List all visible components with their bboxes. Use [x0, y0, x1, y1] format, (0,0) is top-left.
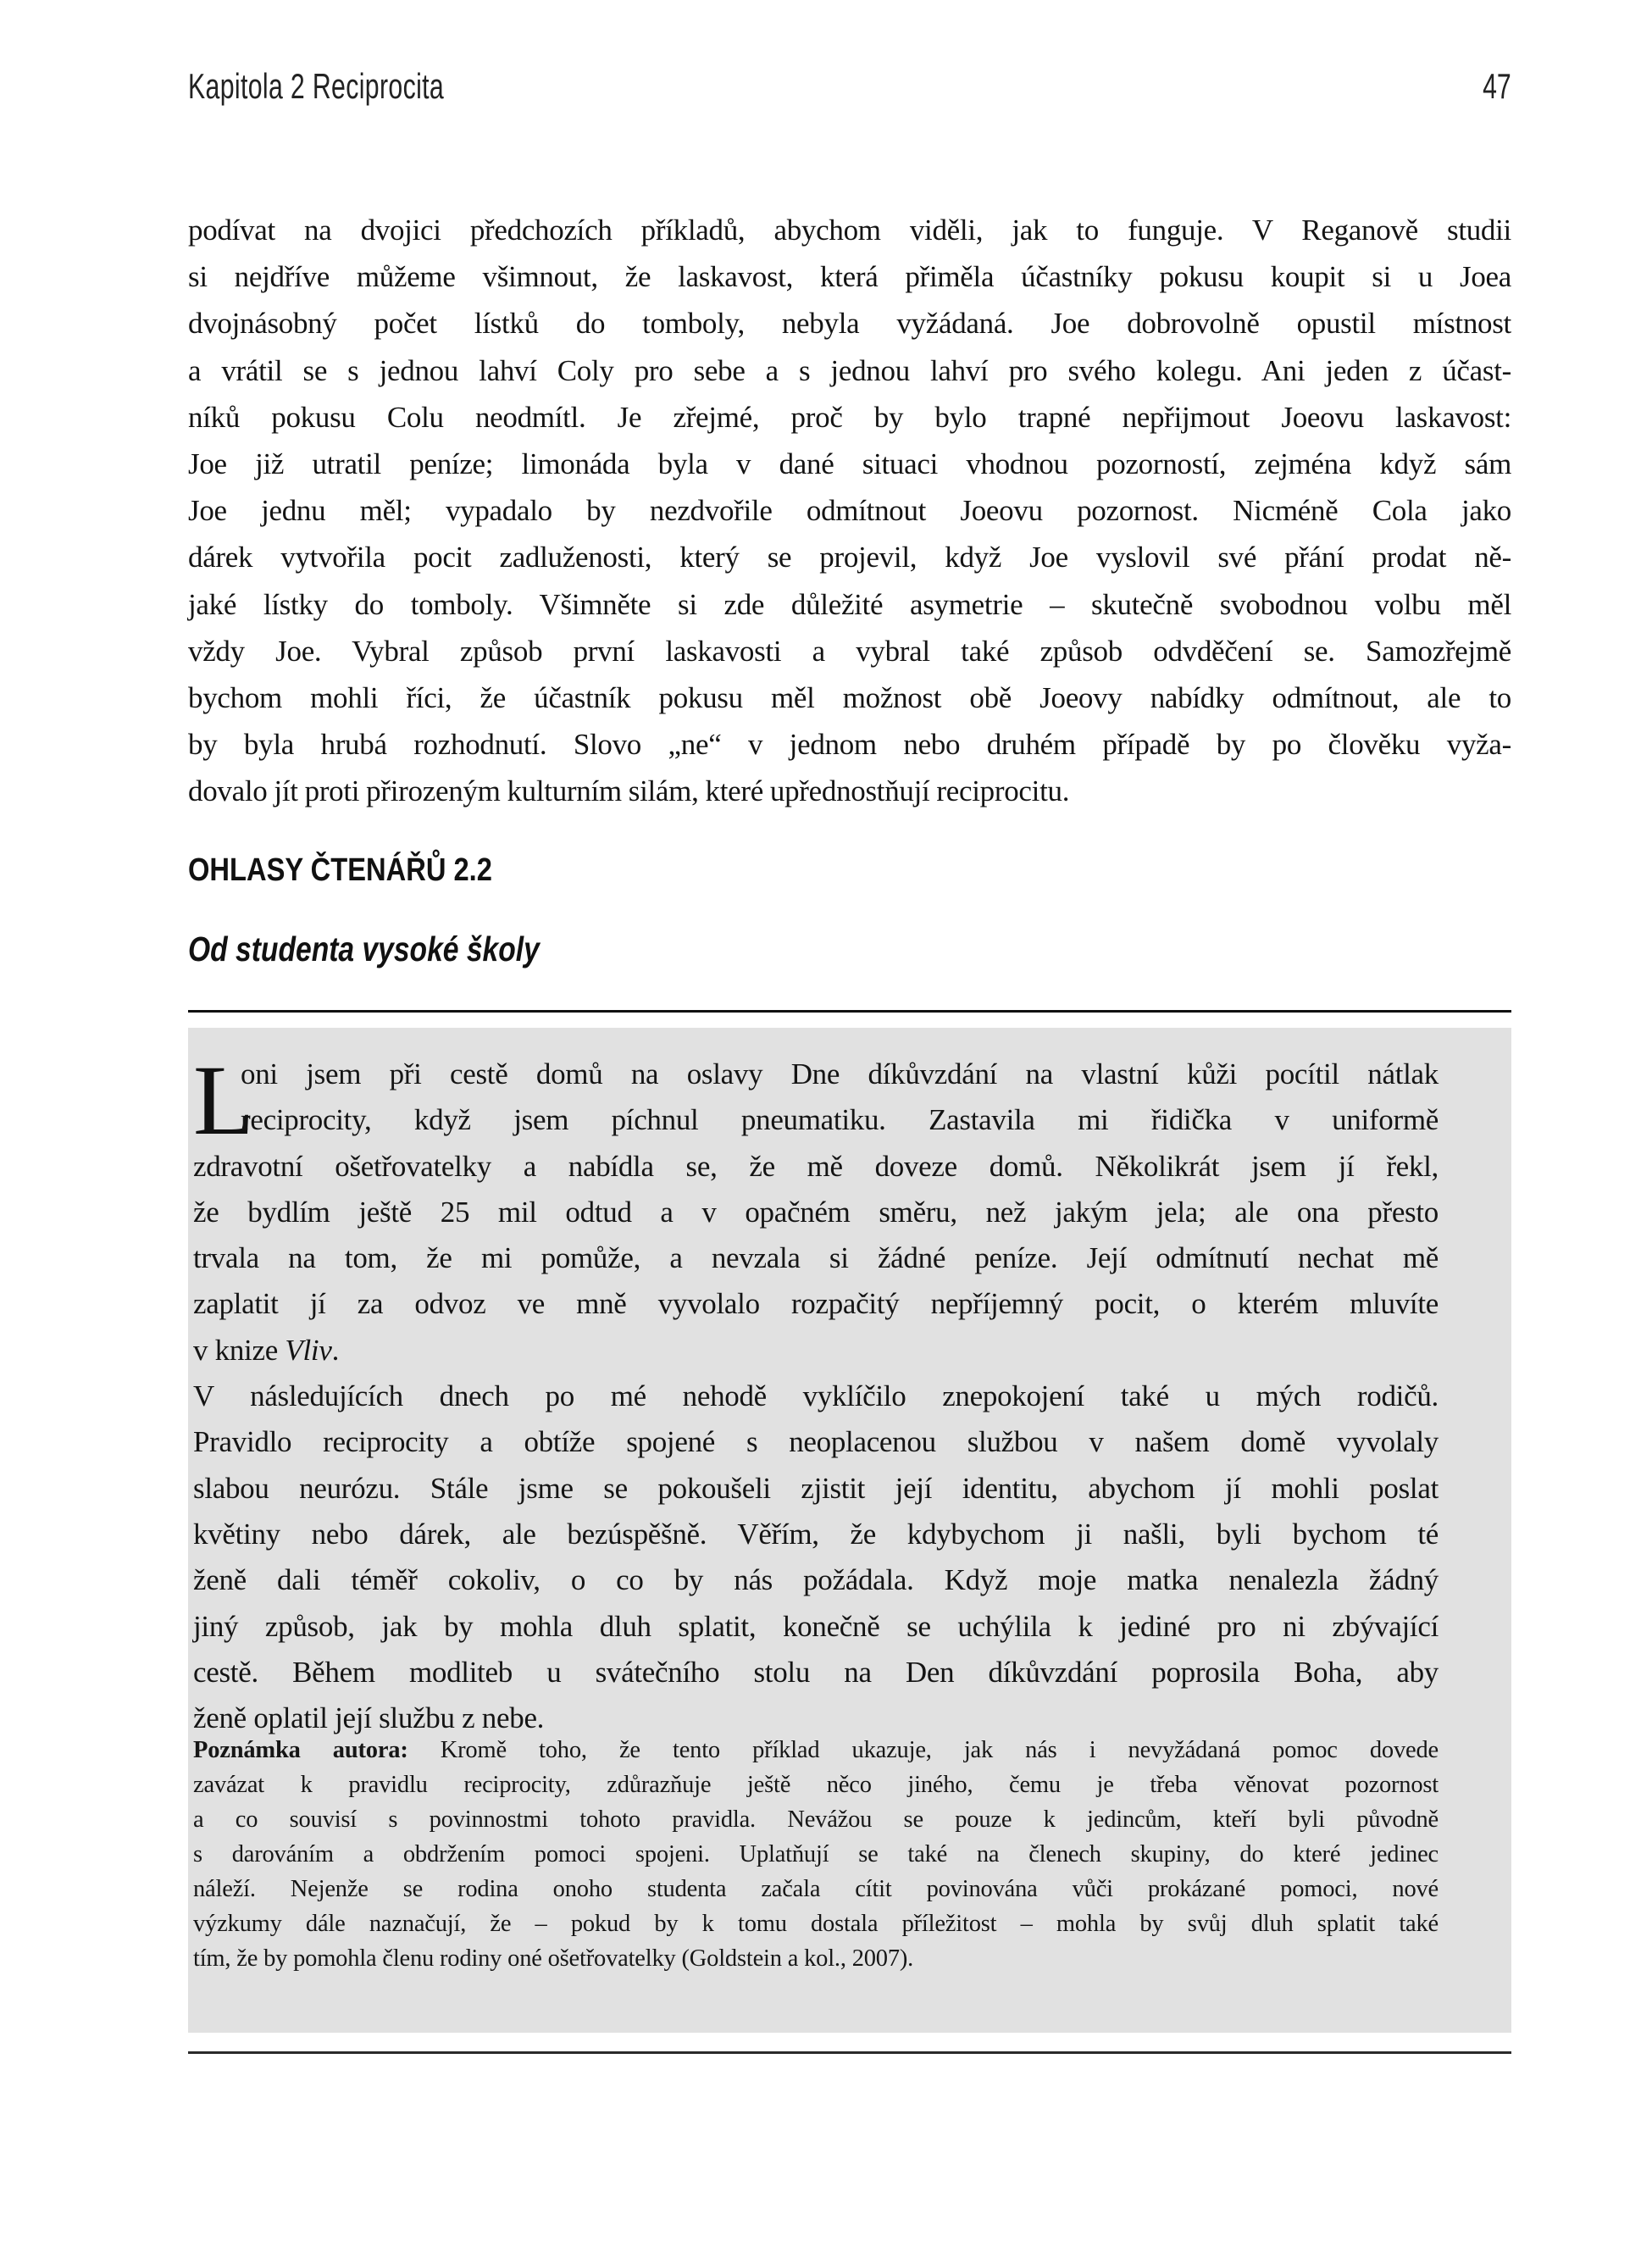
note-line: [193, 1733, 1439, 1767]
chapter-title: Kapitola 2 Reciprocita: [188, 66, 445, 106]
story-line: oni jsem při cestě domů na oslavy Dne díkůvzdání na vlastní kůži pocítil nátlak: [241, 1057, 1439, 1090]
note-line: zavázat k pravidlu reciprocity, zdůrazňuje ještě něco jiného, čemu je třeba věnovat pozornost: [193, 1772, 1439, 1798]
note-text: Kromě toho, že tento příklad ukazuje, jak nás i nevyžádaná pomoc dovede: [407, 1737, 1439, 1763]
note-line: tím, že by pomohla členu rodiny oné ošetřovatelky (Goldstein a kol., 2007).: [193, 1945, 914, 1972]
story-line: jiný způsob, jak by mohla dluh splatit, konečně se uchýlila k jediné pro ni zbývající: [193, 1609, 1439, 1643]
body-line: dovalo jít proti přirozeným kulturním silám, které upřednostňují reciprocitu.: [188, 774, 1070, 808]
body-line: vždy Joe. Vybral způsob první laskavosti a vybral také způsob odvděčení se. Samozřejmě: [188, 634, 1511, 668]
story-line: Pravidlo reciprocity a obtíže spojené s neoplacenou službou v našem domě vyvolaly: [193, 1425, 1439, 1459]
story-text: .: [331, 1333, 340, 1367]
body-line: by byla hrubá rozhodnutí. Slovo „ne“ v jednom nebo druhém případě by po člověku vyža-: [188, 728, 1511, 762]
page-number: 47: [1483, 66, 1511, 106]
running-head: [188, 66, 1511, 117]
body-line: dvojnásobný počet lístků do tomboly, nebyla vyžádaná. Joe dobrovolně opustil místnost: [188, 307, 1511, 341]
story-text: v knize: [193, 1333, 285, 1367]
body-line: Joe jednu měl; vypadalo by nezdvořile odmítnout Joeovu pozornost. Nicméně Cola jako: [188, 494, 1511, 528]
section-heading: OHLASY ČTENÁŘŮ 2.2: [188, 852, 492, 888]
story-line: ženě oplatil její službu z nebe.: [193, 1701, 545, 1735]
body-line: bychom mohli říci, že účastník pokusu měl možnost obě Joeovy nabídky odmítnout, ale to: [188, 680, 1511, 714]
bottom-divider: [188, 2051, 1511, 2054]
story-line: zaplatit jí za odvoz ve mně vyvolalo rozpačitý nepříjemný pocit, o kterém mluvíte: [193, 1287, 1439, 1321]
story-line: trvala na tom, že mi pomůže, a nevzala si žádné peníze. Její odmítnutí nechat mě: [193, 1241, 1439, 1275]
story-line: cestě. Během modliteb u svátečního stolu na Den díkůvzdání poprosila Boha, aby: [193, 1655, 1439, 1689]
story-line: že bydlím ještě 25 mil odtud a v opačném směru, než jakým jela; ale ona přesto: [193, 1195, 1439, 1229]
story-line: zdravotní ošetřovatelky a nabídla se, že mě doveze domů. Několikrát jsem jí řekl,: [193, 1149, 1439, 1183]
note-line: a co souvisí s povinnostmi tohoto pravidla. Nevážou se pouze k jedincům, kteří byli původně: [193, 1806, 1439, 1833]
book-title: Vliv: [285, 1333, 332, 1367]
story-line: ženě dali téměř cokoliv, o co by nás požádala. Když moje matka nenalezla žádný: [193, 1563, 1439, 1597]
story-line: reciprocity, když jsem píchnul pneumatiku. Zastavila mi řidička v uniformě: [241, 1103, 1439, 1137]
story-line: [193, 1328, 1439, 1373]
body-line: dárek vytvořila pocit zadluženosti, který se projevil, když Joe vyslovil své přání prodat ně-: [188, 541, 1511, 574]
story-line: květiny nebo dárek, ale bezúspěšně. Věřím, že kdybychom ji našli, byli bychom té: [193, 1517, 1439, 1551]
top-divider: [188, 1010, 1511, 1013]
section-subtitle: Od studenta vysoké školy: [188, 930, 540, 968]
body-line: Joe již utratil peníze; limonáda byla v dané situaci vhodnou pozorností, zejména když sám: [188, 447, 1511, 480]
note-label: Poznámka autora:: [193, 1737, 408, 1763]
reader-story: [193, 1045, 1439, 1741]
body-line: si nejdříve můžeme všimnout, že laskavost, která přiměla účastníky pokusu koupit si u Joea: [188, 260, 1511, 294]
story-line: V následujících dnech po mé nehodě vyklíčilo znepokojení také u mých rodičů.: [193, 1379, 1439, 1413]
note-line: náleží. Nejenže se rodina onoho studenta začala cítit povinována vůči prokázané pomoci, nové: [193, 1876, 1439, 1902]
body-line: níků pokusu Colu neodmítl. Je zřejmé, proč by bylo trapné nepřijmout Joeovu laskavost:: [188, 400, 1511, 434]
note-line: s darováním a obdržením pomoci spojeni. Uplatňují se také na členech skupiny, do které jedinec: [193, 1841, 1439, 1867]
body-paragraph: [188, 207, 1511, 814]
body-line: podívat na dvojici předchozích příkladů, abychom viděli, jak to funguje. V Reganově studii: [188, 214, 1511, 247]
body-line: a vrátil se s jednou lahví Coly pro sebe a s jednou lahví pro svého kolegu. Ani jeden z účast-: [188, 353, 1511, 387]
body-line: jaké lístky do tomboly. Všimněte si zde důležité asymetrie – skutečně svobodnou volbu měl: [188, 587, 1511, 621]
story-line: slabou neurózu. Stále jsme se pokoušeli zjistit její identitu, abychom jí mohli poslat: [193, 1471, 1439, 1505]
drop-cap: L: [193, 1045, 255, 1156]
reader-report-box: [188, 1028, 1511, 2033]
note-line: výzkumy dále naznačují, že – pokud by k tomu dostala příležitost – mohla by svůj dluh splatit také: [193, 1911, 1439, 1937]
author-note: [193, 1733, 1439, 1976]
